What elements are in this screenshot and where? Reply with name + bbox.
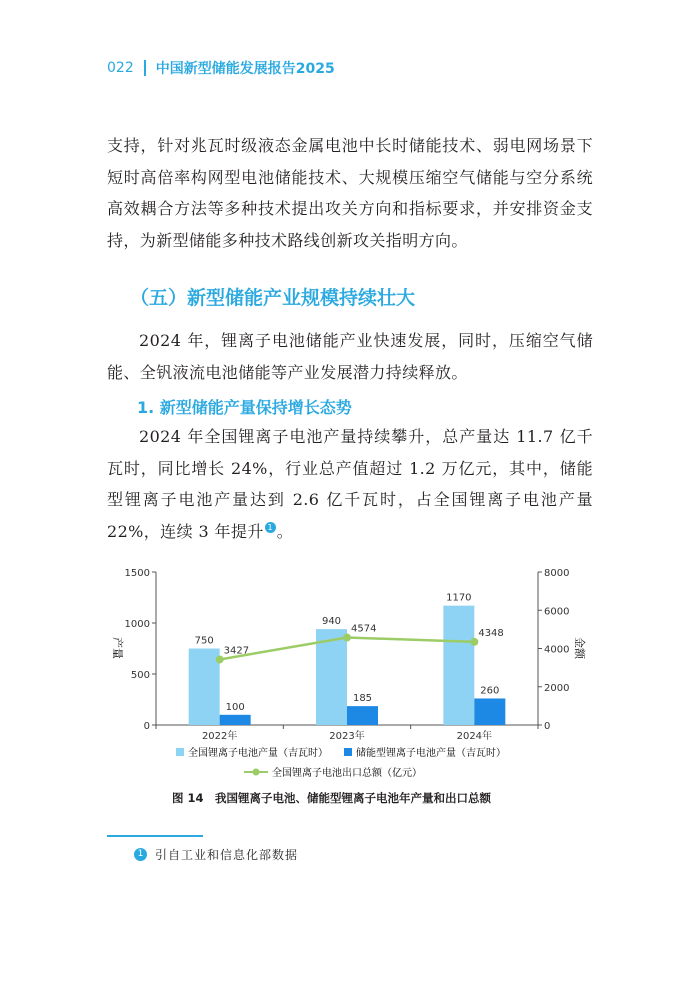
- export-point: [470, 638, 478, 646]
- bar-value-label: 100: [225, 701, 245, 713]
- figure-caption: 图 14 我国锂离子电池、储能型锂离子电池年产量和出口总额: [172, 791, 492, 805]
- legend-swatch-total: [176, 748, 184, 756]
- paragraph-3: [107, 421, 593, 547]
- bar-value-label: 260: [480, 685, 500, 697]
- x-tick-label: 2024年: [456, 731, 493, 742]
- export-value-label: 4348: [478, 627, 504, 639]
- subsection-title: 1. 新型储能产量保持增长态势: [137, 398, 352, 417]
- right-tick-label: 4000: [544, 644, 570, 656]
- left-tick-label: 0: [143, 721, 150, 732]
- bar-value-label: 750: [194, 635, 214, 647]
- left-tick-label: 1500: [124, 568, 150, 579]
- legend-label-total: 全国锂离子电池产量（吉瓦时）: [188, 748, 328, 759]
- legend-swatch-export-dot: [253, 769, 260, 776]
- footnote: [134, 846, 298, 863]
- bar-value-label: 940: [321, 616, 342, 628]
- header-divider: [144, 60, 146, 76]
- left-tick-label: 500: [130, 670, 150, 681]
- bar-total: [316, 629, 347, 725]
- footnote-ref-icon[interactable]: 1: [265, 522, 276, 533]
- production-export-chart: [100, 562, 586, 784]
- paragraph-1: 支持，针对兆瓦时级液态金属电池中长时储能技术、弱电网场景下短时高倍率构网型电池储能技术、大规模压缩空气储能与空分系统高效耦合方法等多种技术提出攻关方向和指标要求，并安排资金支持，为新型储能多种技术路线创新攻关指明方向。: [107, 136, 593, 250]
- legend-label-export: 全国锂离子电池出口总额（亿元）: [272, 768, 422, 779]
- bar-storage: [347, 706, 378, 725]
- report-title: 中国新型储能发展报告2025: [155, 61, 335, 77]
- page-number: 022: [107, 60, 134, 76]
- bar-value-label: 185: [352, 693, 373, 705]
- section-title: （五）新型储能产业规模持续壮大: [130, 287, 416, 309]
- paragraph-3-end: 。: [276, 521, 294, 541]
- right-tick-label: 2000: [544, 682, 570, 694]
- bar-storage: [220, 715, 251, 725]
- page-header: [107, 58, 335, 78]
- bar-storage: [474, 698, 505, 725]
- footnote-text: 引自工业和信息化部数据: [155, 848, 299, 862]
- right-tick-label: 6000: [544, 606, 570, 618]
- export-point: [216, 655, 224, 663]
- right-tick-label: 8000: [544, 568, 570, 579]
- right-tick-label: 0: [544, 721, 551, 732]
- legend-swatch-storage: [344, 748, 352, 756]
- footnote-number-icon: 1: [134, 848, 147, 861]
- export-point: [343, 634, 351, 642]
- bar-value-label: 1170: [446, 592, 472, 604]
- y-axis-label: 产量: [111, 637, 124, 659]
- export-value-label: 4574: [351, 623, 377, 635]
- bar-total: [189, 649, 220, 726]
- export-value-label: 3427: [223, 645, 250, 657]
- paragraph-3-text: 2024 年全国锂离子电池产量持续攀升，总产量达 11.7 亿千瓦时，同比增长 24%，行业总产值超过 1.2 万亿元，其中，储能型锂离子电池产量达到 2.6 亿千瓦时，占全国锂离子电池产量 22%，连续 3 年提升: [107, 427, 593, 541]
- x-tick-label: 2023年: [329, 731, 365, 742]
- y2-axis-label: 金额: [573, 637, 586, 659]
- footnote-divider: [107, 835, 203, 837]
- legend-label-storage: 储能型锂离子电池产量（吉瓦时）: [356, 748, 506, 759]
- left-tick-label: 1000: [124, 619, 150, 630]
- x-tick-label: 2022年: [201, 731, 238, 742]
- paragraph-2: 2024 年，锂离子电池储能产业快速发展，同时，压缩空气储能、全钒液流电池储能等产业发展潜力持续释放。: [107, 331, 593, 382]
- bar-total: [443, 606, 474, 725]
